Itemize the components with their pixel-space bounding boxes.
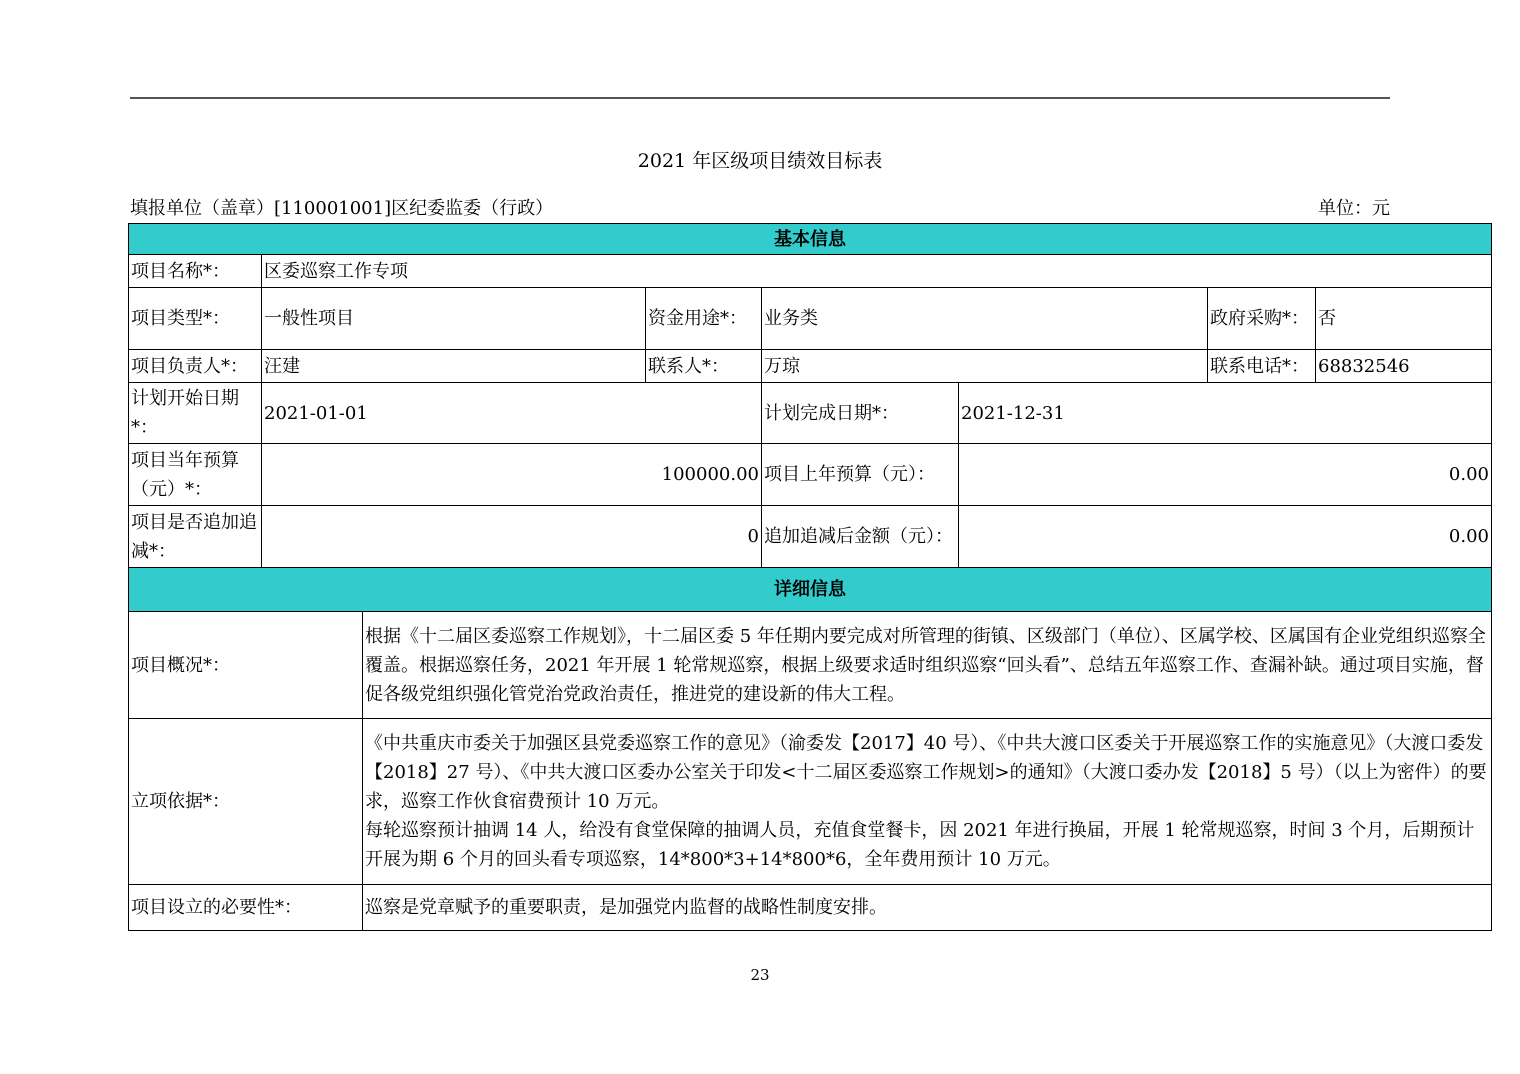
start-date-label: 计划开始日期*：	[129, 383, 262, 444]
overview-label: 项目概况*：	[129, 612, 363, 719]
budget-label: 项目当年预算（元）*：	[129, 444, 262, 506]
phone-value: 68832546	[1316, 350, 1492, 383]
adjust-value: 0	[262, 506, 762, 568]
basis-value	[363, 719, 1492, 885]
unit-label: 单位：元	[1318, 198, 1390, 219]
project-name-value: 区委巡察工作专项	[262, 255, 1492, 288]
page-number: 23	[750, 966, 770, 984]
section-detail-info: 详细信息	[129, 568, 1492, 612]
budget-value: 100000.00	[262, 444, 762, 506]
top-rule	[130, 97, 1390, 99]
leader-label: 项目负责人*：	[129, 350, 262, 383]
contact-value: 万琼	[762, 350, 1208, 383]
gov-purchase-value: 否	[1316, 288, 1492, 350]
fund-use-value: 业务类	[762, 288, 1208, 350]
necessity-value: 巡察是党章赋予的重要职责，是加强党内监督的战略性制度安排。	[363, 885, 1492, 931]
fund-use-label: 资金用途*：	[646, 288, 762, 350]
fill-unit-line: 填报单位（盖章）[110001001]区纪委监委（行政）	[130, 198, 554, 219]
adjusted-amount-label: 追加追减后金额（元）：	[762, 506, 959, 568]
end-date-value: 2021-12-31	[959, 383, 1492, 444]
leader-value: 汪建	[262, 350, 646, 383]
prev-budget-value: 0.00	[959, 444, 1492, 506]
start-date-value: 2021-01-01	[262, 383, 762, 444]
project-type-label: 项目类型*：	[129, 288, 262, 350]
basis-paragraph-2: 每轮巡察预计抽调 14 人，给没有食堂保障的抽调人员，充值食堂餐卡，因 2021 年进行换届，开展 1 轮常规巡察，时间 3 个月，后期预计开展为期 6 个月的回头看专项巡察，14*800*3+14*800*6，全年费用预计 10 万元。	[365, 820, 1475, 870]
end-date-label: 计划完成日期*：	[762, 383, 959, 444]
basis-label: 立项依据*：	[129, 719, 363, 885]
project-type-value: 一般性项目	[262, 288, 646, 350]
basis-paragraph-1: 《中共重庆市委关于加强区县党委巡察工作的意见》（渝委发【2017】40 号）、《中共大渡口区委关于开展巡察工作的实施意见》（大渡口委发【2018】27 号）、《中共大渡口区委办公室关于印发<十二届区委巡察工作规划>的通知》（大渡口委办发【2018】5 号）（以上为密件）的要求，巡察工作伙食宿费预计 10 万元。	[365, 733, 1487, 812]
overview-value: 根据《十二届区委巡察工作规划》，十二届区委 5 年任期内要完成对所管理的街镇、区级部门（单位）、区属学校、区属国有企业党组织巡察全覆盖。根据巡察任务，2021 年开展 1 轮常规巡察，根据上级要求适时组织巡察“回头看”、总结五年巡察工作、查漏补缺。通过项目实施，督促各级党组织强化管党治党政治责任，推进党的建设新的伟大工程。	[363, 612, 1492, 719]
contact-label: 联系人*：	[646, 350, 762, 383]
adjust-label: 项目是否追加追减*：	[129, 506, 262, 568]
prev-budget-label: 项目上年预算（元）：	[762, 444, 959, 506]
section-basic-info: 基本信息	[129, 224, 1492, 255]
gov-purchase-label: 政府采购*：	[1208, 288, 1316, 350]
adjusted-amount-value: 0.00	[959, 506, 1492, 568]
necessity-label: 项目设立的必要性*：	[129, 885, 363, 931]
project-name-label: 项目名称*：	[129, 255, 262, 288]
performance-table	[128, 223, 1492, 931]
page-title: 2021 年区级项目绩效目标表	[637, 150, 883, 172]
phone-label: 联系电话*：	[1208, 350, 1316, 383]
